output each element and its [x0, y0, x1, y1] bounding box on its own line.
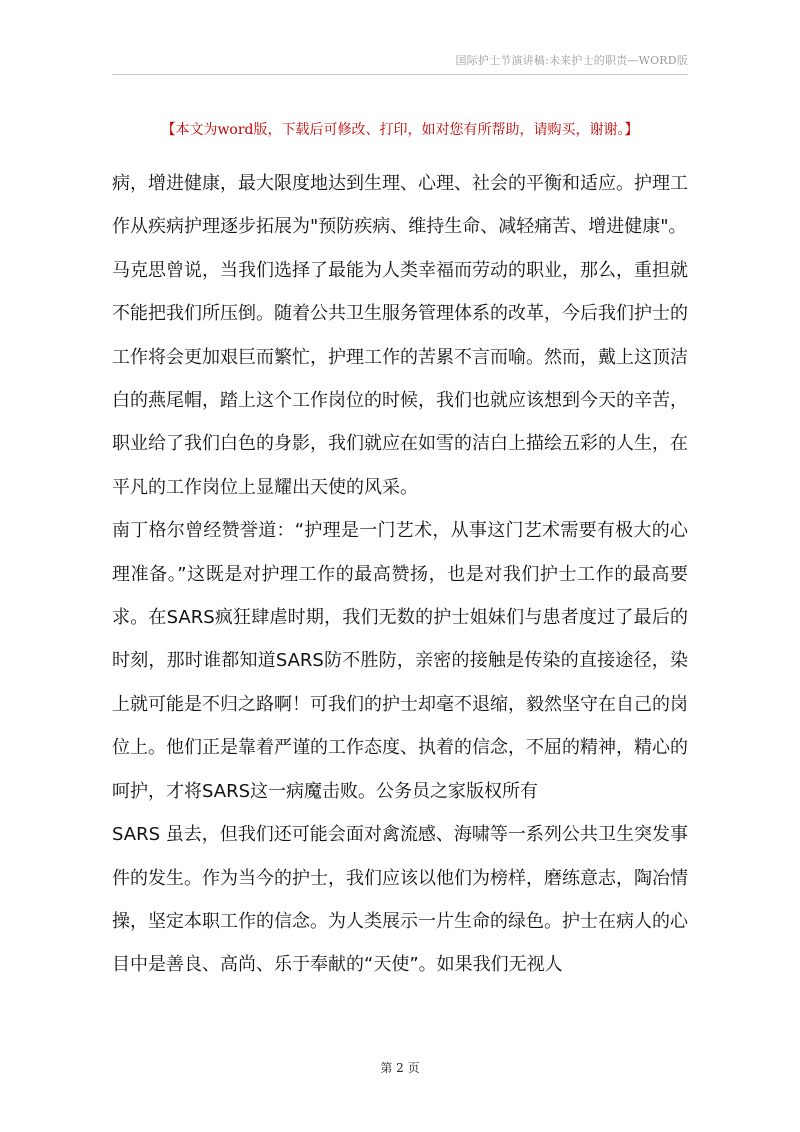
- download-notice: 【本文为word版，下载后可修改、打印，如对您有所帮助，请购买，谢谢。】: [161, 122, 639, 138]
- page-header: 国际护士节演讲稿:未来护士的职责—WORD版: [455, 54, 688, 67]
- paragraph: 南丁格尔曾经赞誉道：“护理是一门艺术，从事这门艺术需要有极大的心理准备。”这既是对护理工作的最高赞扬，也是对我们护士工作的最高要求。在SARS疯狂肆虐时期，我们无数的护士姐妹们与患者度过了最后的时刻，那时谁都知道SARS防不胜防，亲密的接触是传染的直接途径，染上就可能是不归之路啊！可我们的护士却毫不退缩，毅然坚守在自己的岗位上。他们正是靠着严谨的工作态度、执着的信念，不屈的精神，精心的呵护，才将SARS这一病魔击败。公务员之家版权所有: [112, 520, 688, 802]
- paragraph: 病，增进健康，最大限度地达到生理、心理、社会的平衡和适应。护理工作从疾病护理逐步拓展为"预防疾病、维持生命、减轻痛苦、增进健康"。: [112, 173, 688, 238]
- header-divider: [112, 74, 688, 75]
- paragraph: SARS 虽去，但我们还可能会面对禽流感、海啸等一系列公共卫生突发事件的发生。作为当今的护士，我们应该以他们为榜样，磨练意志，陶冶情操，坚定本职工作的信念。为人类展示一片生命的绿色。护士在病人的心目中是善良、高尚、乐于奉献的“天使”。如果我们无视人: [112, 824, 688, 976]
- paragraph: 马克思曾说，当我们选择了最能为人类幸福而劳动的职业，那么，重担就不能把我们所压倒。随着公共卫生服务管理体系的改革，今后我们护士的工作将会更加艰巨而繁忙，护理工作的苦累不言而喻。然而，戴上这顶洁白的燕尾帽，踏上这个工作岗位的时候，我们也就应该想到今天的辛苦，职业给了我们白色的身影，我们就应在如雪的洁白上描绘五彩的人生，在平凡的工作岗位上显耀出天使的风采。: [112, 259, 688, 498]
- page-number: 第 2 页: [380, 1061, 420, 1075]
- document-body: [112, 162, 688, 987]
